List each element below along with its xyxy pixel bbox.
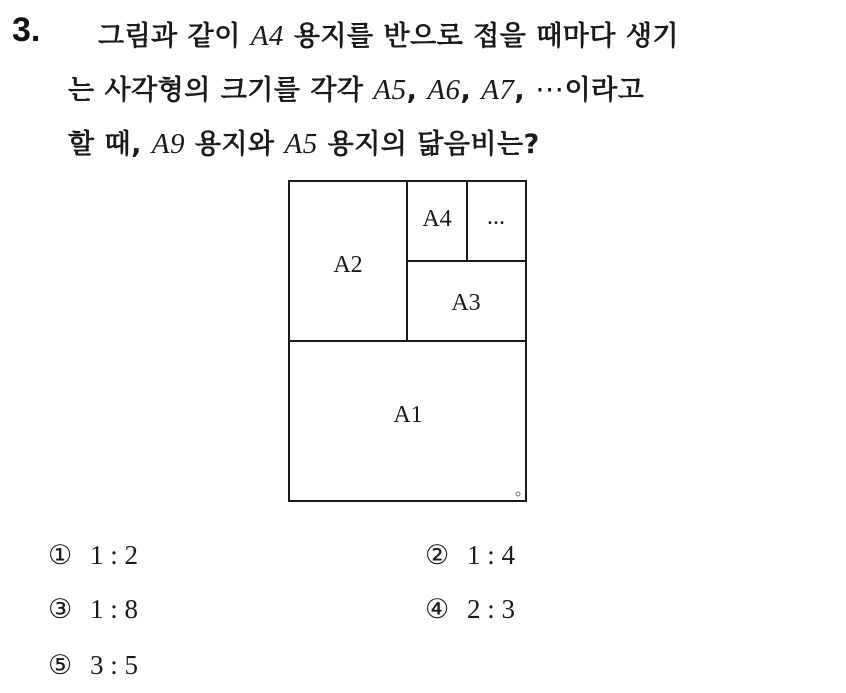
math-term: A7: [481, 74, 515, 106]
question-number: 3.: [12, 11, 41, 49]
math-term: A9: [151, 128, 185, 160]
label-ellipsis: ...: [487, 204, 505, 230]
stem-text: 그림과 같이: [98, 21, 251, 52]
stem-text: ,: [514, 75, 536, 106]
stem-text: 용지와: [184, 129, 285, 160]
label-a4: A4: [422, 206, 452, 232]
stem-text: 용지의 닮음비는?: [317, 129, 540, 160]
choice-mark: ④: [425, 594, 450, 624]
stem-text: ,: [460, 75, 482, 106]
choice-mark: ③: [48, 594, 73, 624]
stem-text: ⋯: [535, 74, 565, 106]
label-a1: A1: [393, 402, 423, 428]
stem-text: 이라고: [564, 75, 645, 106]
choice-mark: ②: [425, 540, 450, 570]
label-a2: A2: [333, 252, 363, 278]
choice-4[interactable]: [425, 594, 515, 625]
choice-text: 1 : 4: [467, 540, 516, 570]
choice-text: 3 : 5: [90, 650, 139, 680]
label-a3: A3: [451, 290, 481, 316]
stem-text: 할 때,: [68, 129, 152, 160]
choice-3[interactable]: [48, 594, 138, 625]
math-term: A6: [427, 74, 461, 106]
choice-mark: ①: [48, 540, 73, 570]
stem-text: ,: [406, 75, 428, 106]
choice-text: 1 : 8: [90, 594, 139, 624]
stem-text: 용지를 반으로 접을 때마다 생기: [283, 21, 680, 52]
choice-text: 1 : 2: [90, 540, 139, 570]
choice-2[interactable]: [425, 540, 515, 571]
math-term: A5: [373, 74, 407, 106]
stem-text: 는 사각형의 크기를 각각: [68, 75, 374, 106]
choice-5[interactable]: [48, 650, 138, 681]
choice-text: 2 : 3: [467, 594, 516, 624]
choice-1[interactable]: [48, 540, 138, 571]
choice-mark: ⑤: [48, 650, 73, 680]
math-term: A5: [284, 128, 318, 160]
math-term: A4: [250, 20, 284, 52]
